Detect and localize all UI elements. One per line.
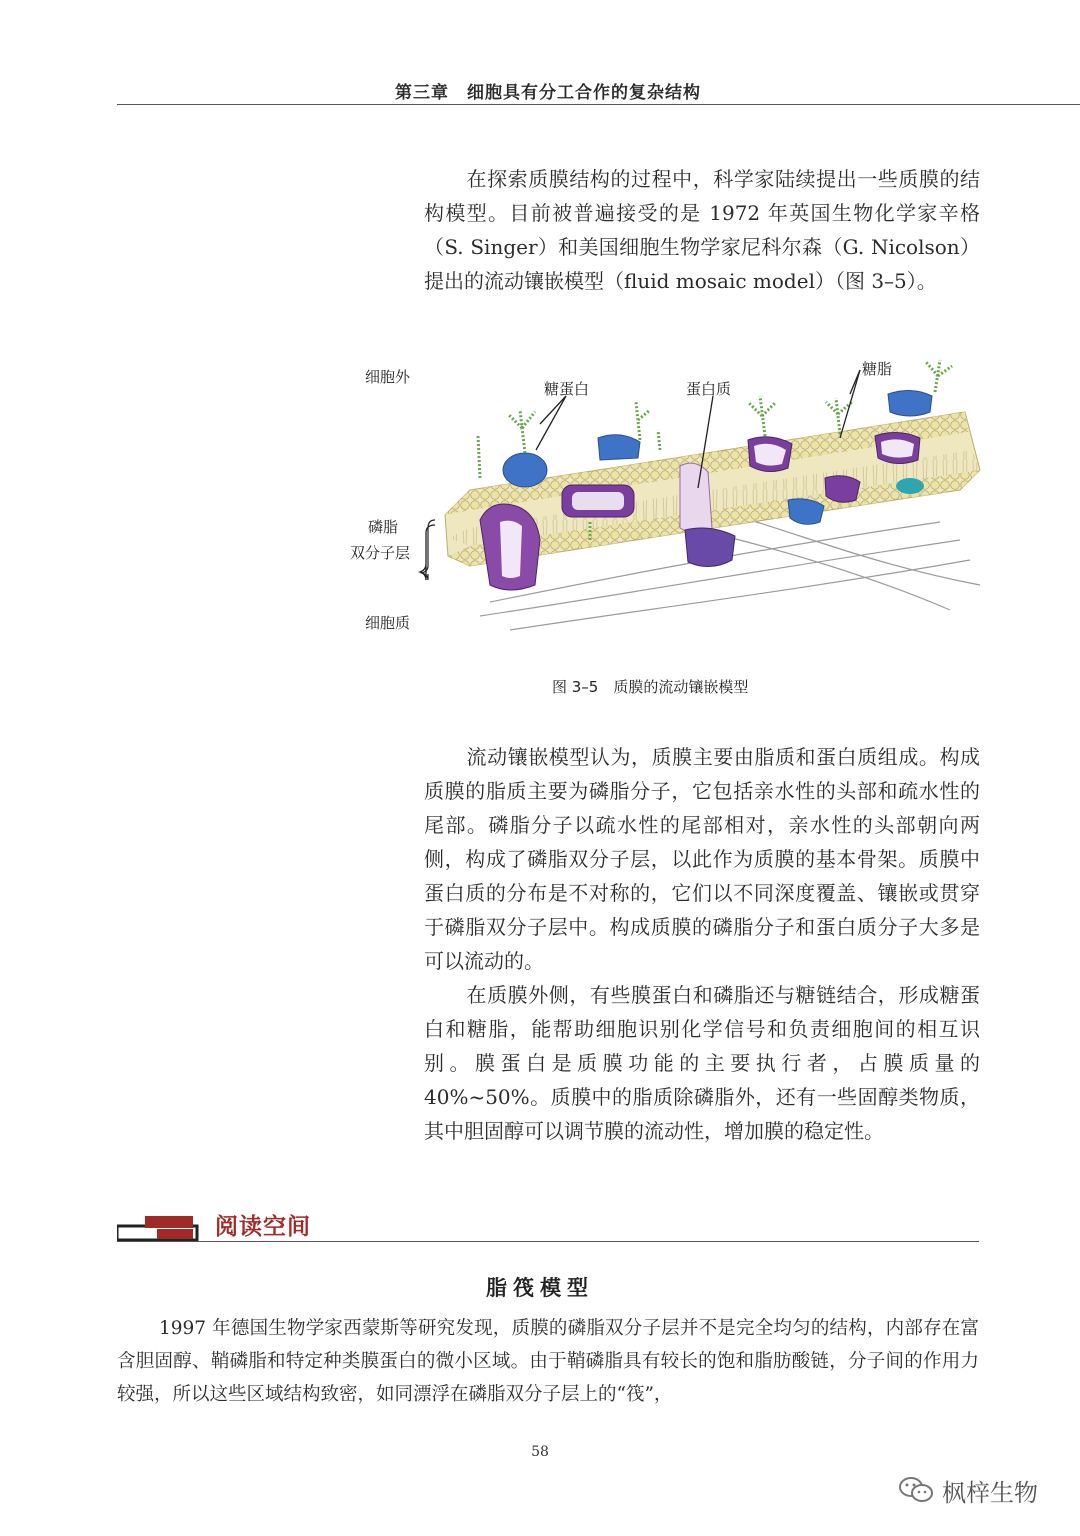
label-bilayer-line2: 双分子层 xyxy=(350,544,411,562)
bilayer-bracket xyxy=(422,520,435,580)
label-glycoprotein: 糖蛋白 xyxy=(544,380,590,398)
paragraph-2-text: 流动镶嵌模型认为，质膜主要由脂质和蛋白质组成。构成质膜的脂质主要为磷脂分子，它包括亲水性的头部和疏水性的尾部。磷脂分子以疏水性的尾部相对，亲水性的头部朝向两侧，构成了磷脂双分子层，以此作为质膜的基本骨架。质膜中蛋白质的分布是不对称的，它们以不同深度覆盖、镶嵌或贯穿于磷脂双分子层中。构成质膜的磷脂分子和蛋白质分子大多是可以流动的。 xyxy=(424,745,980,973)
reading-title: 脂筏模型 xyxy=(486,1276,594,1300)
reading-section-label: 阅读空间 xyxy=(215,1214,311,1240)
running-header: 第三章 细胞具有分工合作的复杂结构 xyxy=(395,83,701,103)
paragraph-3 xyxy=(424,978,980,1148)
header-rule xyxy=(117,104,1080,105)
reading-paragraph xyxy=(117,1312,979,1411)
label-bilayer-line1: 磷脂 xyxy=(368,518,399,536)
reading-paragraph-text: 1997 年德国生物学家西蒙斯等研究发现，质膜的磷脂双分子层并不是完全均匀的结构，内部存在富含胆固醇、鞘磷脂和特定种类膜蛋白的微小区域。由于鞘磷脂具有较长的饱和脂肪酸链，分子间的作用力较强，所以这些区域结构致密，如同漂浮在磷脂双分子层上的“筏”， xyxy=(117,1318,979,1405)
fluid-mosaic-illustration xyxy=(340,340,1000,650)
watermark xyxy=(898,1470,1038,1510)
paragraph-1-text: 在探索质膜结构的过程中，科学家陆续提出一些质膜的结构模型。目前被普遍接受的是 1972 年英国生物化学家辛格（S. Singer）和美国细胞生物学家尼科尔森（G. Nicolson）提出的流动镶嵌模型（fluid mosaic model）（图 3–5）。 xyxy=(424,167,980,293)
label-cytoplasm: 细胞质 xyxy=(365,614,411,632)
watermark-text: 枫梓生物 xyxy=(942,1478,1038,1507)
page-number: 58 xyxy=(531,1444,549,1460)
label-protein: 蛋白质 xyxy=(686,380,732,398)
label-glycolipid: 糖脂 xyxy=(862,360,893,378)
label-outside-cell: 细胞外 xyxy=(365,368,411,386)
wechat-icon xyxy=(898,1475,934,1505)
paragraph-1 xyxy=(424,162,980,298)
figure-caption: 图 3–5 质膜的流动镶嵌模型 xyxy=(552,678,749,696)
membrane-figure xyxy=(340,340,1000,650)
reading-section-rule xyxy=(117,1241,979,1242)
paragraph-3-text: 在质膜外侧，有些膜蛋白和磷脂还与糖链结合，形成糖蛋白和糖脂，能帮助细胞识别化学信号和负责细胞间的相互识别。膜蛋白是质膜功能的主要执行者，占膜质量的 40%~50%。质膜中的脂质除磷脂外，还有一些固醇类物质，其中胆固醇可以调节膜的流动性，增加膜的稳定性。 xyxy=(424,983,980,1143)
paragraph-2 xyxy=(424,740,980,978)
